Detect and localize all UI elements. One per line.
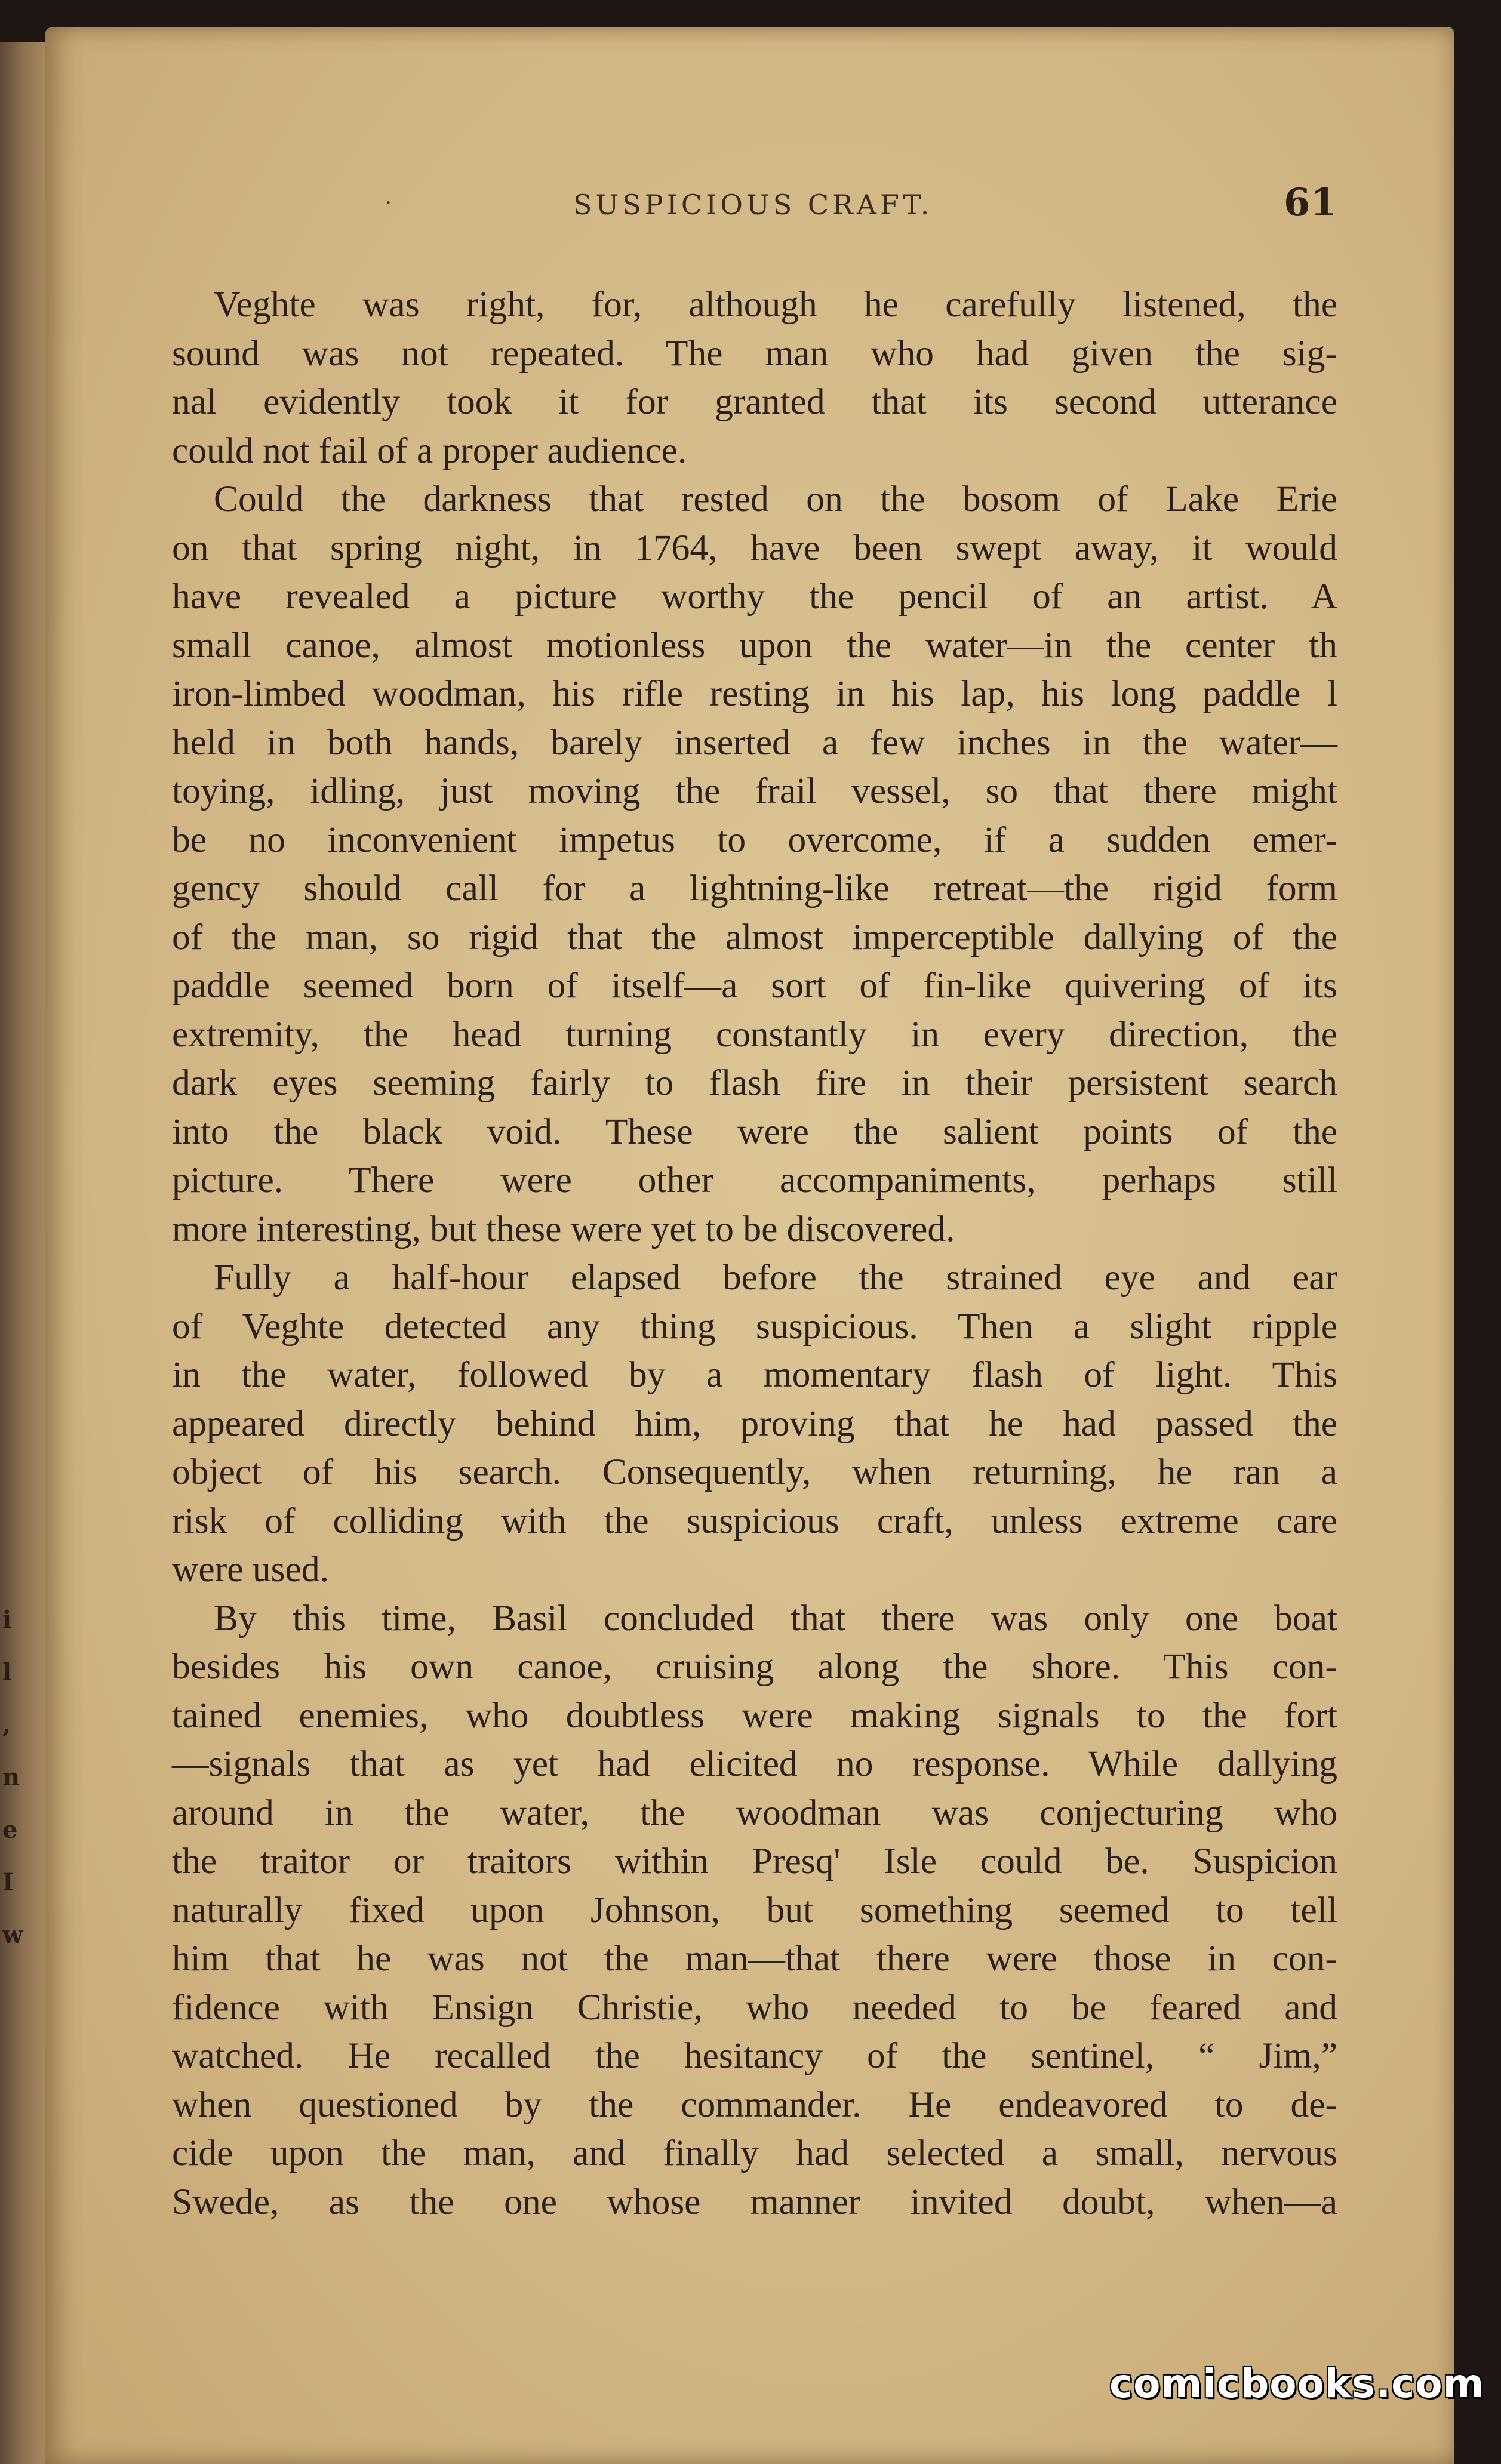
text-line: watched. He recalled the hesitancy of the sentinel, “ Jim,” <box>172 2035 1337 2076</box>
text-line: into the black void. These were the salient points of the <box>172 1111 1337 1152</box>
text-line: were used. <box>172 1549 329 1590</box>
text-line: sound was not repeated. The man who had given the sig- <box>172 332 1337 374</box>
running-title: SUSPICIOUS CRAFT. <box>573 189 933 221</box>
margin-fragment: , <box>2 1711 11 1739</box>
text-line: could not fail of a proper audience. <box>172 430 687 471</box>
text-line: risk of colliding with the suspicious craft, unless extreme care <box>172 1500 1337 1541</box>
running-head <box>0 180 1501 233</box>
text-line: cide upon the man, and finally had selected a small, nervous <box>172 2133 1337 2173</box>
text-line: have revealed a picture worthy the pencil of an artist. A <box>172 576 1337 617</box>
text-line: Swede, as the one whose manner invited doubt, when—a <box>172 2181 1337 2222</box>
text-line: iron-limbed woodman, his rifle resting in his lap, his long paddle l <box>172 673 1337 714</box>
margin-fragment: w <box>2 1921 23 1949</box>
header-dot: · <box>385 191 392 215</box>
text-line: Veghte was right, for, although he carefully listened, the <box>214 284 1337 325</box>
text-line: Could the darkness that rested on the bosom of Lake Erie <box>214 479 1337 519</box>
text-line: —signals that as yet had elicited no response. While dallying <box>172 1744 1337 1784</box>
text-line: By this time, Basil concluded that there was only one boat <box>214 1597 1337 1638</box>
margin-fragment: e <box>2 1816 18 1844</box>
margin-fragment: l <box>2 1658 12 1686</box>
text-line: extremity, the head turning constantly in every direction, the <box>172 1014 1337 1055</box>
text-line: dark eyes seeming fairly to flash fire in their persistent search <box>172 1062 1337 1103</box>
margin-fragment: I <box>2 1868 14 1896</box>
text-line: small canoe, almost motionless upon the water—in the center th <box>172 624 1337 666</box>
site-watermark: comicbooks.com <box>1109 2361 1485 2407</box>
text-line: in the water, followed by a momentary flash of light. This <box>172 1354 1337 1395</box>
text-line: nal evidently took it for granted that its second utterance <box>172 381 1337 422</box>
text-line: of Veghte detected any thing suspicious. Then a slight ripple <box>172 1305 1337 1347</box>
body-text <box>172 281 1337 2226</box>
text-line: on that spring night, in 1764, have been swept away, it would <box>172 527 1337 568</box>
page-number: 61 <box>1284 180 1337 225</box>
text-line: him that he was not the man—that there were those in con- <box>172 1938 1337 1979</box>
text-line: toying, idling, just moving the frail vessel, so that there might <box>172 771 1337 811</box>
margin-fragment: i <box>2 1606 12 1634</box>
text-line: besides his own canoe, cruising along the shore. This con- <box>172 1646 1337 1687</box>
text-line: the traitor or traitors within Presq' Isle could be. Suspicion <box>172 1841 1337 1881</box>
text-line: picture. There were other accompaniments, perhaps still <box>172 1160 1337 1200</box>
text-line: gency should call for a lightning-like retreat—the rigid form <box>172 868 1337 908</box>
text-line: around in the water, the woodman was conjecturing who <box>172 1792 1337 1833</box>
text-line: held in both hands, barely inserted a few inches in the water— <box>172 722 1337 763</box>
text-line: be no inconvenient impetus to overcome, if a sudden emer- <box>172 819 1337 860</box>
margin-letter-fragments <box>2 1594 26 1961</box>
text-line: tained enemies, who doubtless were making signals to the fort <box>172 1695 1337 1736</box>
text-line: appeared directly behind him, proving that he had passed the <box>172 1403 1337 1444</box>
margin-fragment: n <box>2 1763 20 1791</box>
text-line: object of his search. Consequently, when returning, he ran a <box>172 1452 1337 1492</box>
text-line: when questioned by the commander. He endeavored to de- <box>172 2084 1337 2125</box>
text-line: paddle seemed born of itself—a sort of fin-like quivering of its <box>172 965 1337 1006</box>
text-line: of the man, so rigid that the almost imperceptible dallying of the <box>172 916 1337 957</box>
text-line: naturally fixed upon Johnson, but something seemed to tell <box>172 1889 1337 1930</box>
text-line: more interesting, but these were yet to be discovered. <box>172 1208 955 1249</box>
text-line: fidence with Ensign Christie, who needed to be feared and <box>172 1986 1337 2028</box>
text-line: Fully a half-hour elapsed before the strained eye and ear <box>214 1257 1337 1298</box>
